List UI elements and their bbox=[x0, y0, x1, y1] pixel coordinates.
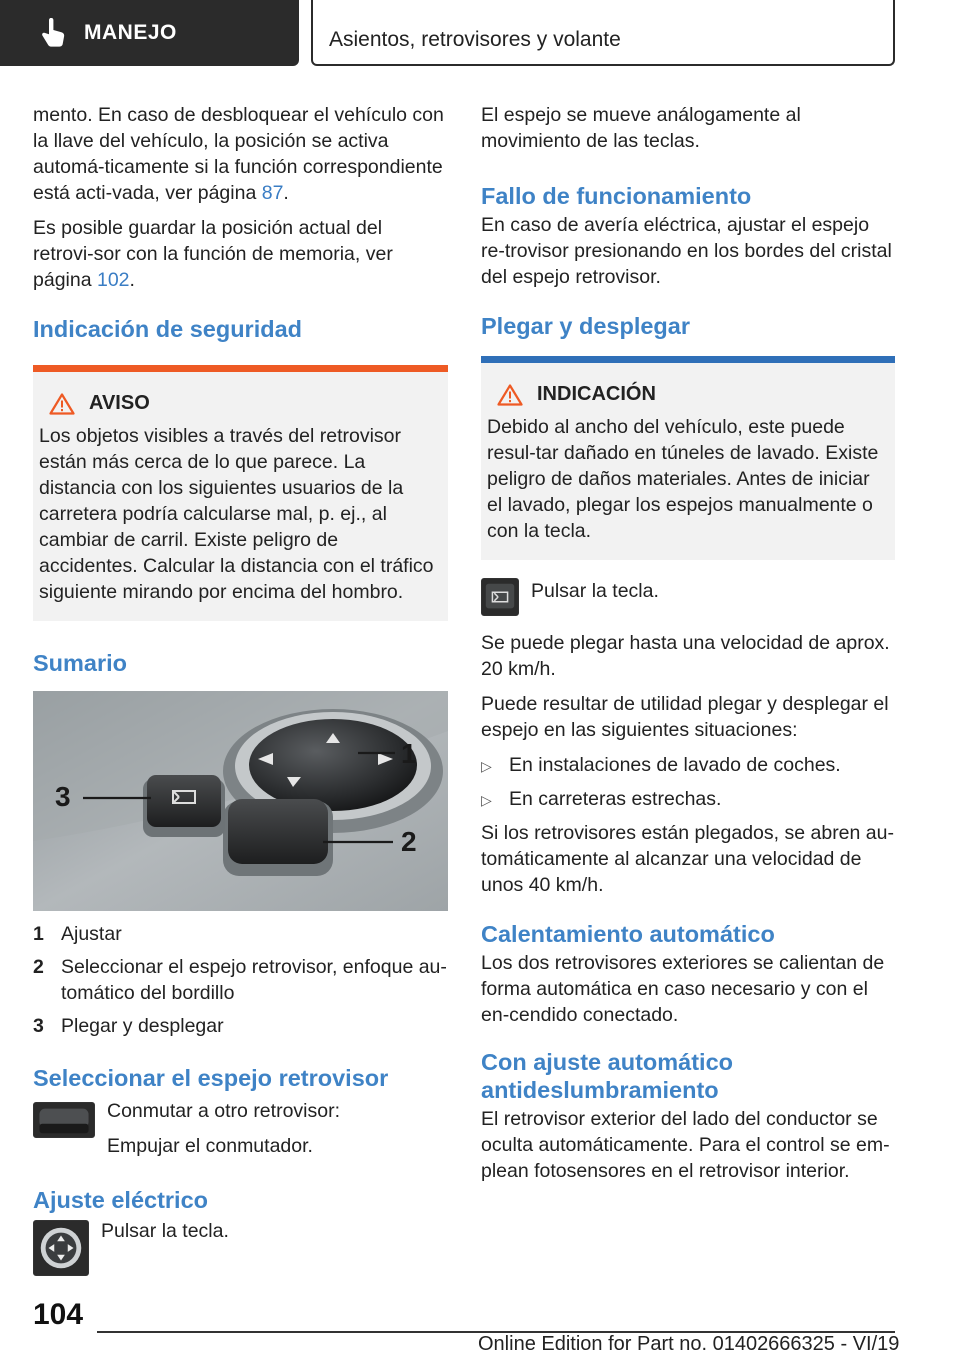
numbered-list bbox=[33, 921, 448, 1039]
warning-box bbox=[33, 365, 448, 621]
list-item bbox=[481, 752, 895, 779]
photo-label-3: 3 bbox=[55, 781, 71, 812]
list-number: 1 bbox=[33, 923, 44, 945]
warning-triangle-icon bbox=[49, 393, 75, 415]
mirror-switch-icon bbox=[33, 1102, 95, 1138]
page-link-87[interactable]: 87 bbox=[261, 182, 284, 204]
note-text: Debido al ancho del vehículo, este puede resul‐tar dañado en túneles de lavado. Existe peligro de daños materiales. Antes de iniciar el lavado, plegar los espejos manualmente o con la tecla. bbox=[487, 416, 879, 542]
bullet-text: En carreteras estrechas. bbox=[509, 788, 722, 810]
page-link-102[interactable]: 102 bbox=[96, 269, 130, 291]
chapter-tab[interactable] bbox=[0, 0, 299, 66]
heading-antiglare-line-2: antideslumbramiento bbox=[481, 1077, 719, 1103]
electric-text: Pulsar la tecla. bbox=[101, 1220, 229, 1242]
bullet-triangle-icon: ▷ bbox=[481, 792, 492, 808]
note-box bbox=[481, 356, 895, 560]
heading-antiglare bbox=[481, 1048, 895, 1104]
note-label: INDICACIÓN bbox=[537, 383, 656, 405]
heading-antiglare-line-1: Con ajuste automático bbox=[481, 1049, 734, 1075]
bullet-triangle-icon: ▷ bbox=[481, 758, 492, 774]
list-item bbox=[33, 954, 448, 1006]
paragraph-end: . bbox=[129, 269, 135, 291]
fold-paragraph-2: Puede resultar de utilidad plegar y desplegar el espejo en las siguientes situaciones: bbox=[481, 693, 889, 741]
bullet-text: En instalaciones de lavado de coches. bbox=[509, 754, 841, 776]
joystick-key-icon bbox=[33, 1220, 89, 1276]
paragraph-text: Es posible guardar la posición actual del retrovi‐sor con la función de memoria, ver página bbox=[33, 217, 393, 291]
heading-fold: Plegar y desplegar bbox=[481, 313, 690, 339]
breadcrumb-title: Asientos, retrovisores y volante bbox=[329, 28, 621, 51]
paragraph bbox=[33, 102, 448, 206]
select-mirror-text-2: Empujar el conmutador. bbox=[107, 1135, 313, 1157]
heading-electric: Ajuste eléctrico bbox=[33, 1187, 209, 1213]
heading-safety: Indicación de seguridad bbox=[33, 316, 302, 342]
hand-pointer-icon bbox=[40, 18, 66, 48]
paragraph: El espejo se mueve análogamente al movimiento de las teclas. bbox=[481, 104, 801, 152]
heating-text: Los dos retrovisores exteriores se calientan de forma automática en caso necesario y con el en‐cendido conectado. bbox=[481, 952, 885, 1026]
heading-failure: Fallo de funcionamiento bbox=[481, 183, 752, 209]
chapter-label: MANEJO bbox=[84, 21, 177, 44]
heading-summary: Sumario bbox=[33, 650, 128, 676]
list-item bbox=[481, 786, 895, 813]
warning-label: AVISO bbox=[89, 392, 150, 414]
right-column bbox=[481, 102, 895, 1193]
page-header bbox=[0, 0, 960, 66]
list-item bbox=[33, 1013, 448, 1039]
fold-paragraph-3: Si los retrovisores están plegados, se abren au‐tomáticamente al alcanzar una velocidad de unos 40 km/h. bbox=[481, 822, 894, 896]
page-number: 104 bbox=[33, 1298, 84, 1331]
breadcrumb bbox=[311, 0, 895, 66]
paragraph-text: mento. En caso de desbloquear el vehículo con la llave del vehículo, la posición se activa automá‐ticamente si la función correspondiente está acti‐vada, ver página bbox=[33, 104, 444, 204]
photo-label-2: 2 bbox=[401, 826, 417, 857]
heading-select-mirror: Seleccionar el espejo retrovisor bbox=[33, 1065, 389, 1091]
footer-edition: Online Edition for Part no. 01402666325 - VI/19 bbox=[478, 1333, 900, 1355]
warning-triangle-icon bbox=[497, 384, 523, 406]
fold-paragraph-1: Se puede plegar hasta una velocidad de aprox. 20 km/h. bbox=[481, 632, 890, 680]
list-text: Seleccionar el espejo retrovisor, enfoque au‐tomático del bordillo bbox=[61, 956, 447, 1004]
bullet-list bbox=[481, 752, 895, 813]
photo-label-1: 1 bbox=[401, 738, 417, 769]
electric-row bbox=[33, 1218, 448, 1276]
select-mirror-text-1: Conmutar a otro retrovisor: bbox=[107, 1100, 341, 1122]
heading-heating: Calentamiento automático bbox=[481, 921, 775, 947]
note-title bbox=[487, 383, 889, 406]
list-item bbox=[33, 921, 448, 947]
failure-text: En caso de avería eléctrica, ajustar el espejo re‐trovisor presionando en los bordes del cristal del espejo retrovisor. bbox=[481, 214, 892, 288]
list-number: 3 bbox=[33, 1015, 44, 1037]
warning-title bbox=[39, 392, 442, 415]
list-number: 2 bbox=[33, 956, 44, 978]
paragraph-end: . bbox=[283, 182, 289, 204]
antiglare-text: El retrovisor exterior del lado del conductor se oculta automáticamente. Para el control se em‐plean fotosensores en el retrovisor interior. bbox=[481, 1108, 890, 1182]
mirror-control-photo bbox=[33, 691, 448, 911]
list-text: Plegar y desplegar bbox=[61, 1015, 224, 1037]
select-mirror-row bbox=[33, 1098, 448, 1159]
fold-key-text: Pulsar la tecla. bbox=[531, 580, 659, 602]
paragraph bbox=[33, 215, 448, 293]
fold-key-row bbox=[481, 578, 895, 616]
left-column bbox=[33, 102, 448, 1276]
list-text: Ajustar bbox=[61, 923, 122, 945]
fold-mirror-key-icon bbox=[481, 578, 519, 616]
warning-text: Los objetos visibles a través del retrovisor están más cerca de lo que parece. La distancia con los siguientes usuarios de la carretera podría calcularse mal, p. ej., al cambiar de carril. Existe peligro de accidentes. Calcular la distancia con el tráfico siguiente mirando por encima del hombro. bbox=[39, 425, 434, 603]
